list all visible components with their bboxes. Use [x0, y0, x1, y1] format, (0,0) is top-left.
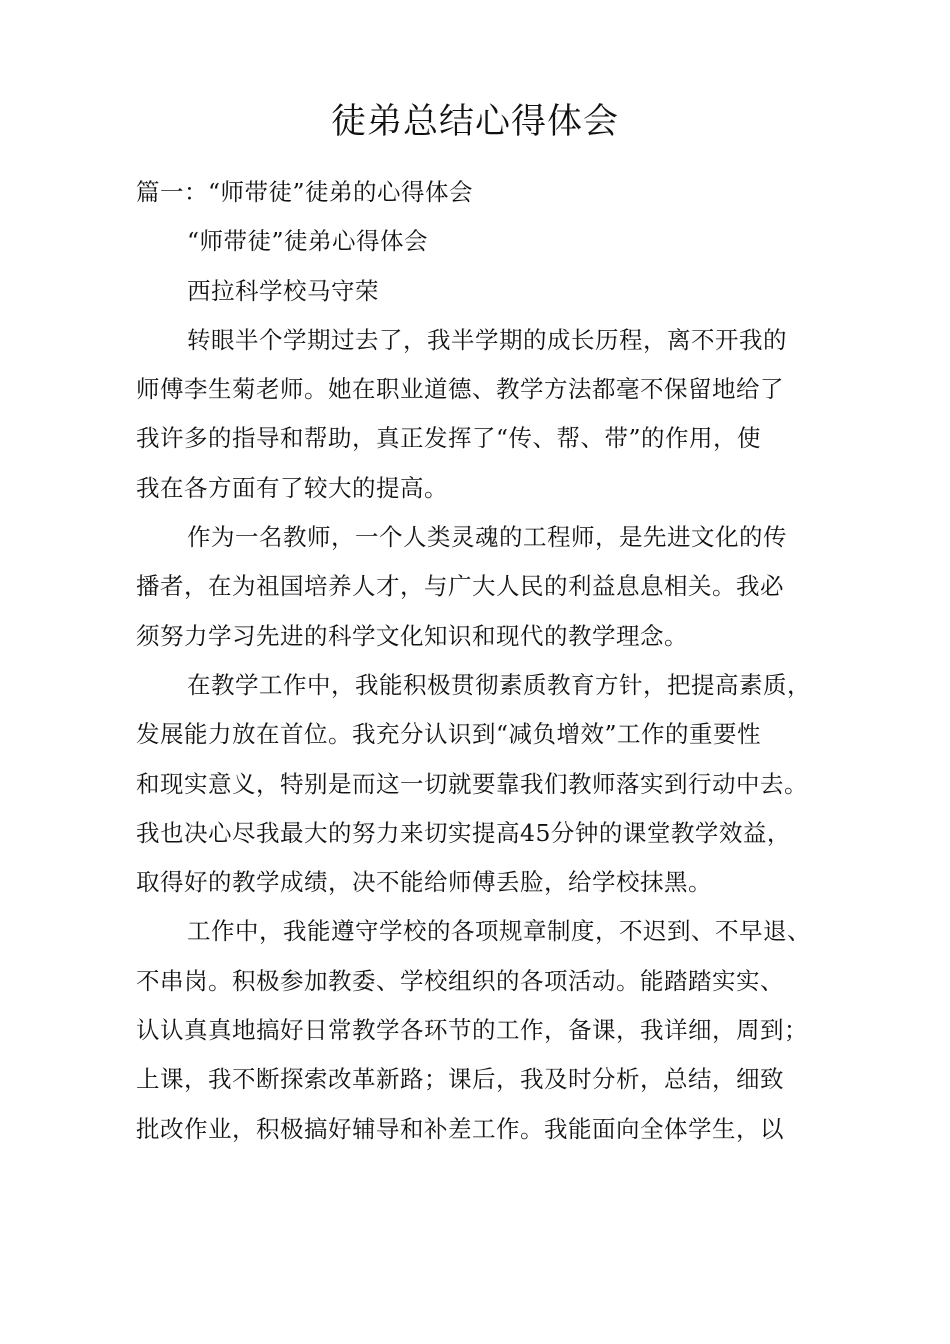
- paragraph-line: 师傅李生菊老师。她在职业道德、教学方法都毫不保留地给了: [136, 375, 784, 404]
- paragraph-line: 播者，在为祖国培养人才，与广大人民的利益息息相关。我必: [136, 572, 784, 601]
- paragraph-line: 和现实意义，特别是而这一切就要靠我们教师落实到行动中去。: [136, 769, 808, 798]
- paragraph-line: 转眼半个学期过去了，我半学期的成长历程，离不开我的: [187, 325, 787, 354]
- paragraph-line: 须努力学习先进的科学文化知识和现代的教学理念。: [136, 621, 688, 650]
- paragraph-line: 上课，我不断探索改革新路；课后，我及时分析，总结，细致: [136, 1065, 784, 1094]
- document-title: 徒弟总结心得体会: [330, 102, 619, 142]
- author-line: 西拉科学校马守荣: [187, 276, 379, 305]
- paragraph-line: 取得好的教学成绩，决不能给师傅丢脸，给学校抹黑。: [136, 868, 712, 897]
- document-body: [136, 168, 830, 1154]
- article-subtitle: “师带徒”徒弟心得体会: [187, 227, 429, 256]
- section-heading: 篇一：“师带徒”徒弟的心得体会: [136, 178, 474, 206]
- paragraph-line: 作为一名教师，一个人类灵魂的工程师，是先进文化的传: [187, 523, 787, 552]
- paragraph-line: 不串岗。积极参加教委、学校组织的各项活动。能踏踏实实、: [136, 966, 784, 995]
- paragraph-line: 我也决心尽我最大的努力来切实提高45分钟的课堂教学效益，: [136, 818, 791, 847]
- paragraph-line: 在教学工作中，我能积极贯彻素质教育方针，把提高素质，: [187, 670, 811, 699]
- paragraph-line: 认认真真地搞好日常教学各环节的工作，备课，我详细，周到；: [136, 1016, 808, 1045]
- paragraph-line: 工作中，我能遵守学校的各项规章制度，不迟到、不早退、: [187, 917, 811, 946]
- paragraph-line: 我许多的指导和帮助，真正发挥了“传、帮、带”的作用，使: [136, 424, 762, 453]
- paragraph-line: 我在各方面有了较大的提高。: [136, 473, 448, 502]
- paragraph-line: 发展能力放在首位。我充分认识到“减负增效”工作的重要性: [136, 720, 762, 749]
- paragraph-line: 批改作业，积极搞好辅导和补差工作。我能面向全体学生，以: [136, 1114, 784, 1143]
